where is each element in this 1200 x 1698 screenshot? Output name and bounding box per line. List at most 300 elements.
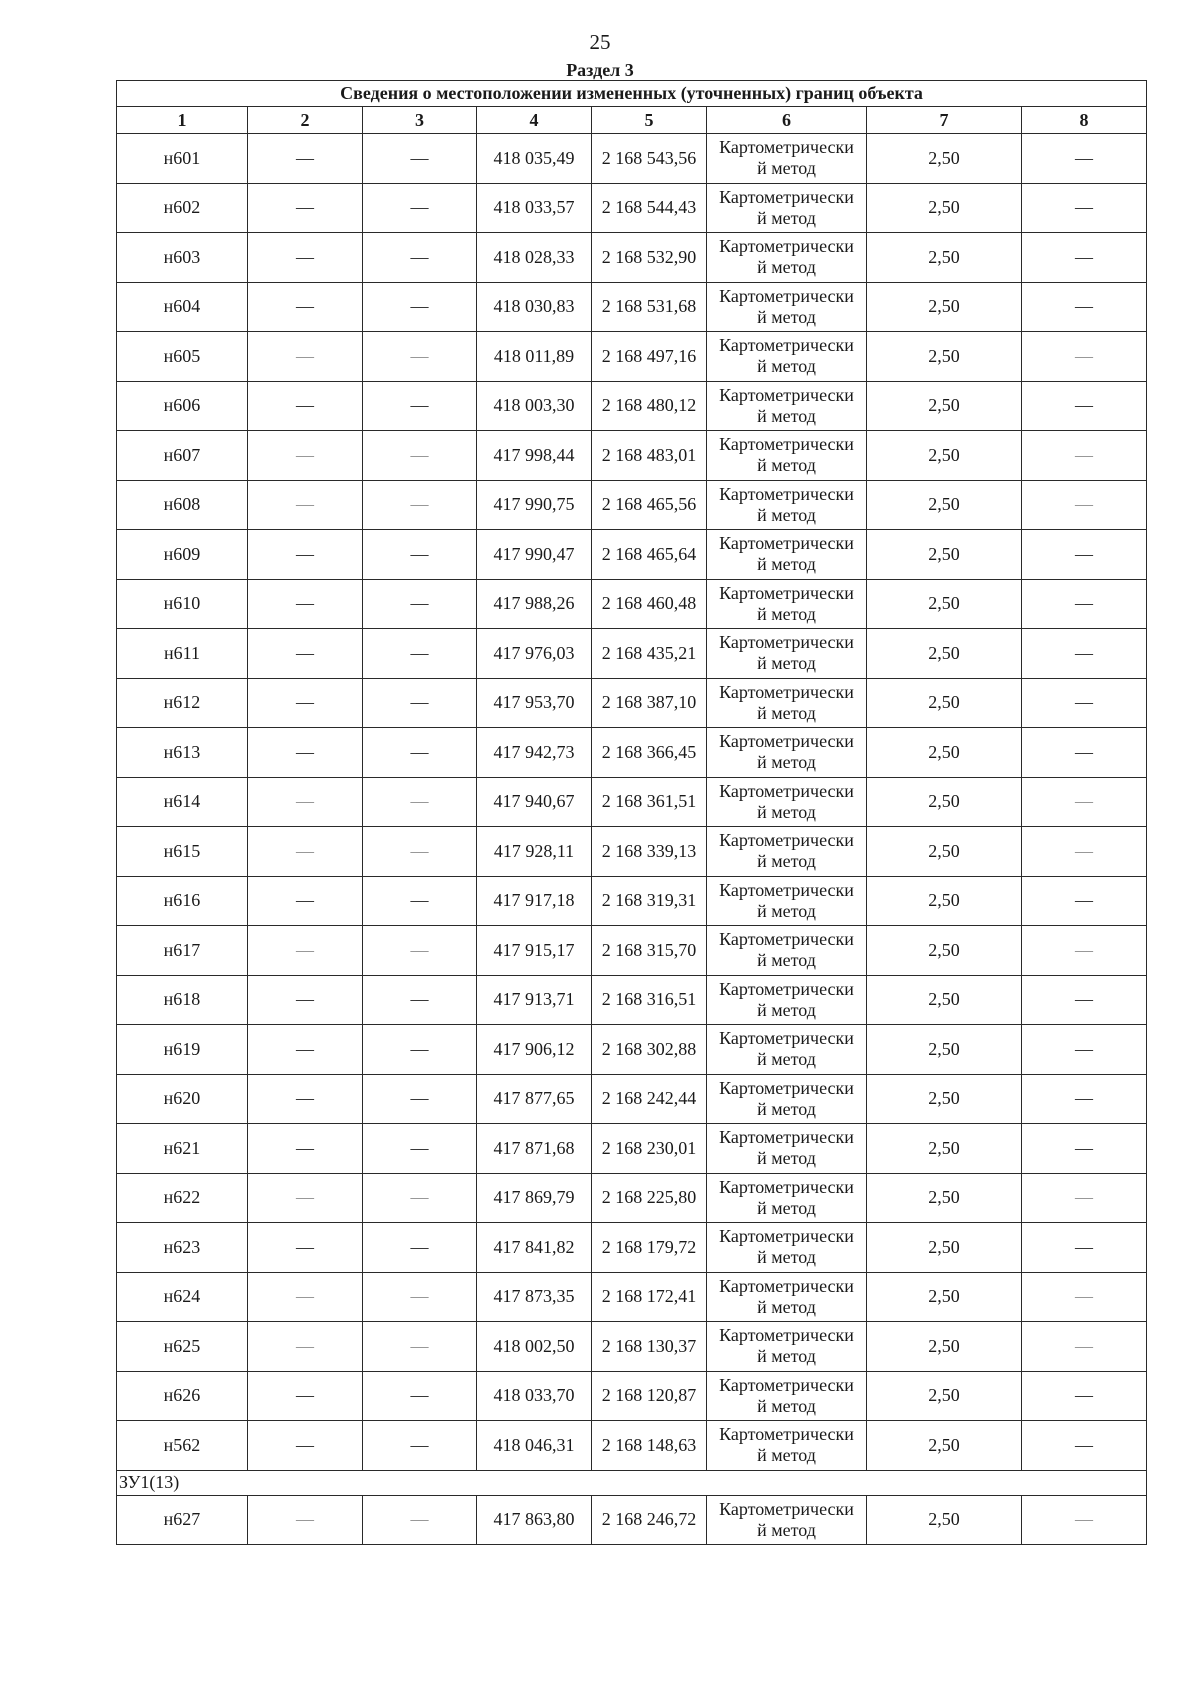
x-coordinate-cell: 417 942,73 xyxy=(477,728,592,778)
dash-cell: — xyxy=(363,678,477,728)
boundary-coordinates-table xyxy=(116,80,1147,1545)
method-text-line-1: Картометрически xyxy=(719,681,854,702)
table-row xyxy=(117,876,1147,926)
method-cell xyxy=(707,728,867,778)
method-text-line-2: й метод xyxy=(757,1519,816,1540)
method-text-line-1: Картометрически xyxy=(719,1275,854,1296)
method-text-line-2: й метод xyxy=(757,356,816,377)
column-number-5: 5 xyxy=(592,107,707,134)
dash-cell: — xyxy=(1022,530,1147,580)
dash-cell: — xyxy=(1022,926,1147,976)
accuracy-cell: 2,50 xyxy=(867,1124,1022,1174)
y-coordinate-cell: 2 168 172,41 xyxy=(592,1272,707,1322)
dash-cell: — xyxy=(1022,777,1147,827)
group-label-row xyxy=(117,1470,1147,1495)
method-cell xyxy=(707,926,867,976)
dash-cell: — xyxy=(1022,1495,1147,1545)
method-text-line-2: й метод xyxy=(757,752,816,773)
table-row xyxy=(117,530,1147,580)
point-name-cell: н603 xyxy=(117,233,248,283)
table-row xyxy=(117,1025,1147,1075)
dash-cell: — xyxy=(1022,1421,1147,1471)
y-coordinate-cell: 2 168 315,70 xyxy=(592,926,707,976)
accuracy-cell: 2,50 xyxy=(867,480,1022,530)
x-coordinate-cell: 417 976,03 xyxy=(477,629,592,679)
dash-cell: — xyxy=(1022,975,1147,1025)
method-cell xyxy=(707,876,867,926)
x-coordinate-cell: 417 877,65 xyxy=(477,1074,592,1124)
method-text-line-1: Картометрически xyxy=(719,137,854,158)
accuracy-cell: 2,50 xyxy=(867,332,1022,382)
dash-cell: — xyxy=(248,134,363,184)
accuracy-cell: 2,50 xyxy=(867,1074,1022,1124)
accuracy-cell: 2,50 xyxy=(867,579,1022,629)
x-coordinate-cell: 417 990,47 xyxy=(477,530,592,580)
dash-cell: — xyxy=(1022,282,1147,332)
method-cell xyxy=(707,629,867,679)
dash-cell: — xyxy=(1022,134,1147,184)
point-name-cell: н615 xyxy=(117,827,248,877)
method-text-line-1: Картометрически xyxy=(719,434,854,455)
method-text-line-1: Картометрически xyxy=(719,632,854,653)
dash-cell: — xyxy=(363,282,477,332)
method-text-line-1: Картометрически xyxy=(719,285,854,306)
x-coordinate-cell: 418 028,33 xyxy=(477,233,592,283)
method-cell xyxy=(707,1371,867,1421)
x-coordinate-cell: 417 915,17 xyxy=(477,926,592,976)
dash-cell: — xyxy=(1022,332,1147,382)
point-name-cell: н626 xyxy=(117,1371,248,1421)
dash-cell: — xyxy=(363,530,477,580)
accuracy-cell: 2,50 xyxy=(867,678,1022,728)
method-text-line-2: й метод xyxy=(757,1395,816,1416)
dash-cell: — xyxy=(363,183,477,233)
y-coordinate-cell: 2 168 302,88 xyxy=(592,1025,707,1075)
method-cell xyxy=(707,1495,867,1545)
dash-cell: — xyxy=(1022,876,1147,926)
method-text-line-2: й метод xyxy=(757,257,816,278)
method-cell xyxy=(707,530,867,580)
method-text-line-1: Картометрически xyxy=(719,1424,854,1445)
dash-cell: — xyxy=(248,233,363,283)
method-cell xyxy=(707,1124,867,1174)
dash-cell: — xyxy=(248,1124,363,1174)
method-cell xyxy=(707,579,867,629)
dash-cell: — xyxy=(363,579,477,629)
method-text-line-1: Картометрически xyxy=(719,879,854,900)
dash-cell: — xyxy=(248,777,363,827)
method-text-line-2: й метод xyxy=(757,900,816,921)
y-coordinate-cell: 2 168 465,64 xyxy=(592,530,707,580)
table-row xyxy=(117,282,1147,332)
dash-cell: — xyxy=(363,777,477,827)
accuracy-cell: 2,50 xyxy=(867,381,1022,431)
dash-cell: — xyxy=(1022,678,1147,728)
method-cell xyxy=(707,233,867,283)
accuracy-cell: 2,50 xyxy=(867,728,1022,778)
column-number-6: 6 xyxy=(707,107,867,134)
dash-cell: — xyxy=(1022,1371,1147,1421)
method-cell xyxy=(707,1223,867,1273)
y-coordinate-cell: 2 168 179,72 xyxy=(592,1223,707,1273)
dash-cell: — xyxy=(248,876,363,926)
x-coordinate-cell: 417 906,12 xyxy=(477,1025,592,1075)
y-coordinate-cell: 2 168 497,16 xyxy=(592,332,707,382)
dash-cell: — xyxy=(248,530,363,580)
accuracy-cell: 2,50 xyxy=(867,1371,1022,1421)
method-cell xyxy=(707,827,867,877)
dash-cell: — xyxy=(363,480,477,530)
x-coordinate-cell: 418 046,31 xyxy=(477,1421,592,1471)
dash-cell: — xyxy=(363,381,477,431)
accuracy-cell: 2,50 xyxy=(867,233,1022,283)
x-coordinate-cell: 418 003,30 xyxy=(477,381,592,431)
method-text-line-1: Картометрически xyxy=(719,236,854,257)
dash-cell: — xyxy=(363,1421,477,1471)
y-coordinate-cell: 2 168 230,01 xyxy=(592,1124,707,1174)
point-name-cell: н607 xyxy=(117,431,248,481)
method-text-line-1: Картометрически xyxy=(719,780,854,801)
dash-cell: — xyxy=(363,1223,477,1273)
dash-cell: — xyxy=(248,1371,363,1421)
x-coordinate-cell: 417 841,82 xyxy=(477,1223,592,1273)
x-coordinate-cell: 417 917,18 xyxy=(477,876,592,926)
table-row xyxy=(117,579,1147,629)
dash-cell: — xyxy=(248,1495,363,1545)
y-coordinate-cell: 2 168 531,68 xyxy=(592,282,707,332)
dash-cell: — xyxy=(248,1322,363,1372)
method-text-line-2: й метод xyxy=(757,851,816,872)
accuracy-cell: 2,50 xyxy=(867,1421,1022,1471)
method-text-line-2: й метод xyxy=(757,999,816,1020)
dash-cell: — xyxy=(248,629,363,679)
dash-cell: — xyxy=(248,431,363,481)
method-text-line-1: Картометрически xyxy=(719,1028,854,1049)
table-row xyxy=(117,431,1147,481)
dash-cell: — xyxy=(363,926,477,976)
method-text-line-2: й метод xyxy=(757,603,816,624)
point-name-cell: н614 xyxy=(117,777,248,827)
method-text-line-2: й метод xyxy=(757,1445,816,1466)
accuracy-cell: 2,50 xyxy=(867,1495,1022,1545)
point-name-cell: н601 xyxy=(117,134,248,184)
dash-cell: — xyxy=(363,629,477,679)
y-coordinate-cell: 2 168 242,44 xyxy=(592,1074,707,1124)
y-coordinate-cell: 2 168 225,80 xyxy=(592,1173,707,1223)
column-number-8: 8 xyxy=(1022,107,1147,134)
point-name-cell: н621 xyxy=(117,1124,248,1174)
table-row xyxy=(117,1371,1147,1421)
method-cell xyxy=(707,1025,867,1075)
method-text-line-2: й метод xyxy=(757,1148,816,1169)
x-coordinate-cell: 417 913,71 xyxy=(477,975,592,1025)
table-caption: Сведения о местоположении измененных (уточненных) границ объекта xyxy=(117,81,1147,107)
method-cell xyxy=(707,1173,867,1223)
accuracy-cell: 2,50 xyxy=(867,134,1022,184)
method-text-line-2: й метод xyxy=(757,1197,816,1218)
x-coordinate-cell: 417 990,75 xyxy=(477,480,592,530)
y-coordinate-cell: 2 168 148,63 xyxy=(592,1421,707,1471)
dash-cell: — xyxy=(363,1173,477,1223)
dash-cell: — xyxy=(1022,1074,1147,1124)
method-text-line-1: Картометрически xyxy=(719,1374,854,1395)
x-coordinate-cell: 418 002,50 xyxy=(477,1322,592,1372)
x-coordinate-cell: 418 030,83 xyxy=(477,282,592,332)
method-text-line-1: Картометрически xyxy=(719,582,854,603)
method-text-line-1: Картометрически xyxy=(719,384,854,405)
accuracy-cell: 2,50 xyxy=(867,431,1022,481)
dash-cell: — xyxy=(248,1074,363,1124)
method-cell xyxy=(707,1272,867,1322)
accuracy-cell: 2,50 xyxy=(867,975,1022,1025)
point-name-cell: н624 xyxy=(117,1272,248,1322)
dash-cell: — xyxy=(1022,431,1147,481)
method-text-line-2: й метод xyxy=(757,702,816,723)
dash-cell: — xyxy=(248,926,363,976)
table-row xyxy=(117,728,1147,778)
table-row xyxy=(117,480,1147,530)
dash-cell: — xyxy=(363,134,477,184)
dash-cell: — xyxy=(1022,381,1147,431)
point-name-cell: н612 xyxy=(117,678,248,728)
dash-cell: — xyxy=(248,728,363,778)
dash-cell: — xyxy=(363,876,477,926)
table-row xyxy=(117,1322,1147,1372)
accuracy-cell: 2,50 xyxy=(867,282,1022,332)
dash-cell: — xyxy=(1022,233,1147,283)
method-text-line-1: Картометрически xyxy=(719,1325,854,1346)
y-coordinate-cell: 2 168 246,72 xyxy=(592,1495,707,1545)
dash-cell: — xyxy=(363,1495,477,1545)
dash-cell: — xyxy=(248,480,363,530)
method-text-line-2: й метод xyxy=(757,1346,816,1367)
table-row xyxy=(117,1421,1147,1471)
point-name-cell: н611 xyxy=(117,629,248,679)
method-text-line-2: й метод xyxy=(757,1247,816,1268)
point-name-cell: н619 xyxy=(117,1025,248,1075)
dash-cell: — xyxy=(363,431,477,481)
y-coordinate-cell: 2 168 483,01 xyxy=(592,431,707,481)
method-text-line-1: Картометрически xyxy=(719,1226,854,1247)
dash-cell: — xyxy=(1022,480,1147,530)
dash-cell: — xyxy=(1022,728,1147,778)
point-name-cell: н609 xyxy=(117,530,248,580)
method-cell xyxy=(707,332,867,382)
point-name-cell: н627 xyxy=(117,1495,248,1545)
y-coordinate-cell: 2 168 435,21 xyxy=(592,629,707,679)
dash-cell: — xyxy=(363,233,477,283)
dash-cell: — xyxy=(248,1223,363,1273)
dash-cell: — xyxy=(1022,1322,1147,1372)
method-text-line-2: й метод xyxy=(757,207,816,228)
method-cell xyxy=(707,777,867,827)
table-row xyxy=(117,381,1147,431)
accuracy-cell: 2,50 xyxy=(867,183,1022,233)
dash-cell: — xyxy=(363,1124,477,1174)
column-number-2: 2 xyxy=(248,107,363,134)
dash-cell: — xyxy=(248,579,363,629)
x-coordinate-cell: 417 869,79 xyxy=(477,1173,592,1223)
table-row xyxy=(117,1074,1147,1124)
point-name-cell: н617 xyxy=(117,926,248,976)
accuracy-cell: 2,50 xyxy=(867,1272,1022,1322)
y-coordinate-cell: 2 168 543,56 xyxy=(592,134,707,184)
dash-cell: — xyxy=(248,1173,363,1223)
y-coordinate-cell: 2 168 532,90 xyxy=(592,233,707,283)
method-cell xyxy=(707,431,867,481)
method-text-line-2: й метод xyxy=(757,801,816,822)
method-text-line-1: Картометрически xyxy=(719,533,854,554)
dash-cell: — xyxy=(248,975,363,1025)
x-coordinate-cell: 417 940,67 xyxy=(477,777,592,827)
x-coordinate-cell: 417 998,44 xyxy=(477,431,592,481)
dash-cell: — xyxy=(363,1074,477,1124)
accuracy-cell: 2,50 xyxy=(867,876,1022,926)
x-coordinate-cell: 418 011,89 xyxy=(477,332,592,382)
method-text-line-2: й метод xyxy=(757,653,816,674)
point-name-cell: н618 xyxy=(117,975,248,1025)
method-text-line-1: Картометрически xyxy=(719,978,854,999)
method-text-line-1: Картометрически xyxy=(719,1127,854,1148)
accuracy-cell: 2,50 xyxy=(867,530,1022,580)
point-name-cell: н606 xyxy=(117,381,248,431)
dash-cell: — xyxy=(1022,579,1147,629)
table-row xyxy=(117,629,1147,679)
dash-cell: — xyxy=(1022,629,1147,679)
accuracy-cell: 2,50 xyxy=(867,926,1022,976)
x-coordinate-cell: 417 988,26 xyxy=(477,579,592,629)
method-cell xyxy=(707,381,867,431)
dash-cell: — xyxy=(1022,1272,1147,1322)
y-coordinate-cell: 2 168 465,56 xyxy=(592,480,707,530)
dash-cell: — xyxy=(248,1025,363,1075)
point-name-cell: н604 xyxy=(117,282,248,332)
page-number: 25 xyxy=(589,30,611,54)
method-text-line-2: й метод xyxy=(757,1296,816,1317)
dash-cell: — xyxy=(248,332,363,382)
x-coordinate-cell: 418 033,57 xyxy=(477,183,592,233)
y-coordinate-cell: 2 168 361,51 xyxy=(592,777,707,827)
method-text-line-1: Картометрически xyxy=(719,483,854,504)
table-row xyxy=(117,332,1147,382)
method-cell xyxy=(707,183,867,233)
dash-cell: — xyxy=(248,678,363,728)
accuracy-cell: 2,50 xyxy=(867,1173,1022,1223)
table-row xyxy=(117,134,1147,184)
x-coordinate-cell: 418 033,70 xyxy=(477,1371,592,1421)
method-text-line-2: й метод xyxy=(757,504,816,525)
group-label: ЗУ1(13) xyxy=(117,1470,1147,1495)
dash-cell: — xyxy=(363,1272,477,1322)
method-text-line-2: й метод xyxy=(757,1098,816,1119)
dash-cell: — xyxy=(248,282,363,332)
point-name-cell: н602 xyxy=(117,183,248,233)
point-name-cell: н625 xyxy=(117,1322,248,1372)
table-row xyxy=(117,1124,1147,1174)
y-coordinate-cell: 2 168 120,87 xyxy=(592,1371,707,1421)
accuracy-cell: 2,50 xyxy=(867,827,1022,877)
method-text-line-1: Картометрически xyxy=(719,929,854,950)
dash-cell: — xyxy=(363,1025,477,1075)
table-row xyxy=(117,1272,1147,1322)
point-name-cell: н616 xyxy=(117,876,248,926)
dash-cell: — xyxy=(363,728,477,778)
method-text-line-2: й метод xyxy=(757,158,816,179)
table-body xyxy=(117,134,1147,1545)
dash-cell: — xyxy=(363,1371,477,1421)
table-row xyxy=(117,975,1147,1025)
dash-cell: — xyxy=(1022,1124,1147,1174)
y-coordinate-cell: 2 168 387,10 xyxy=(592,678,707,728)
accuracy-cell: 2,50 xyxy=(867,629,1022,679)
y-coordinate-cell: 2 168 130,37 xyxy=(592,1322,707,1372)
x-coordinate-cell: 417 863,80 xyxy=(477,1495,592,1545)
column-numbers-row xyxy=(117,107,1147,134)
x-coordinate-cell: 417 871,68 xyxy=(477,1124,592,1174)
method-cell xyxy=(707,134,867,184)
y-coordinate-cell: 2 168 319,31 xyxy=(592,876,707,926)
dash-cell: — xyxy=(1022,1025,1147,1075)
method-text-line-2: й метод xyxy=(757,1049,816,1070)
method-text-line-2: й метод xyxy=(757,405,816,426)
table-row xyxy=(117,233,1147,283)
method-text-line-2: й метод xyxy=(757,455,816,476)
dash-cell: — xyxy=(1022,827,1147,877)
column-number-7: 7 xyxy=(867,107,1022,134)
y-coordinate-cell: 2 168 544,43 xyxy=(592,183,707,233)
method-text-line-1: Картометрически xyxy=(719,1077,854,1098)
y-coordinate-cell: 2 168 366,45 xyxy=(592,728,707,778)
table-row xyxy=(117,183,1147,233)
table-row xyxy=(117,777,1147,827)
accuracy-cell: 2,50 xyxy=(867,1223,1022,1273)
point-name-cell: н610 xyxy=(117,579,248,629)
point-name-cell: н622 xyxy=(117,1173,248,1223)
section-title: Раздел 3 xyxy=(566,60,634,80)
column-number-4: 4 xyxy=(477,107,592,134)
point-name-cell: н620 xyxy=(117,1074,248,1124)
method-text-line-1: Картометрически xyxy=(719,335,854,356)
dash-cell: — xyxy=(248,183,363,233)
method-text-line-1: Картометрически xyxy=(719,1176,854,1197)
column-number-3: 3 xyxy=(363,107,477,134)
dash-cell: — xyxy=(248,1421,363,1471)
point-name-cell: н613 xyxy=(117,728,248,778)
table-row xyxy=(117,1173,1147,1223)
method-cell xyxy=(707,282,867,332)
column-number-1: 1 xyxy=(117,107,248,134)
dash-cell: — xyxy=(1022,183,1147,233)
x-coordinate-cell: 417 873,35 xyxy=(477,1272,592,1322)
method-cell xyxy=(707,678,867,728)
point-name-cell: н608 xyxy=(117,480,248,530)
dash-cell: — xyxy=(363,975,477,1025)
table-row xyxy=(117,1223,1147,1273)
dash-cell: — xyxy=(363,332,477,382)
method-cell xyxy=(707,1074,867,1124)
accuracy-cell: 2,50 xyxy=(867,1322,1022,1372)
table-row xyxy=(117,678,1147,728)
table-caption-row xyxy=(117,81,1147,107)
dash-cell: — xyxy=(363,1322,477,1372)
point-name-cell: н623 xyxy=(117,1223,248,1273)
dash-cell: — xyxy=(363,827,477,877)
method-text-line-1: Картометрически xyxy=(719,1498,854,1519)
method-text-line-1: Картометрически xyxy=(719,731,854,752)
y-coordinate-cell: 2 168 460,48 xyxy=(592,579,707,629)
x-coordinate-cell: 417 928,11 xyxy=(477,827,592,877)
accuracy-cell: 2,50 xyxy=(867,777,1022,827)
